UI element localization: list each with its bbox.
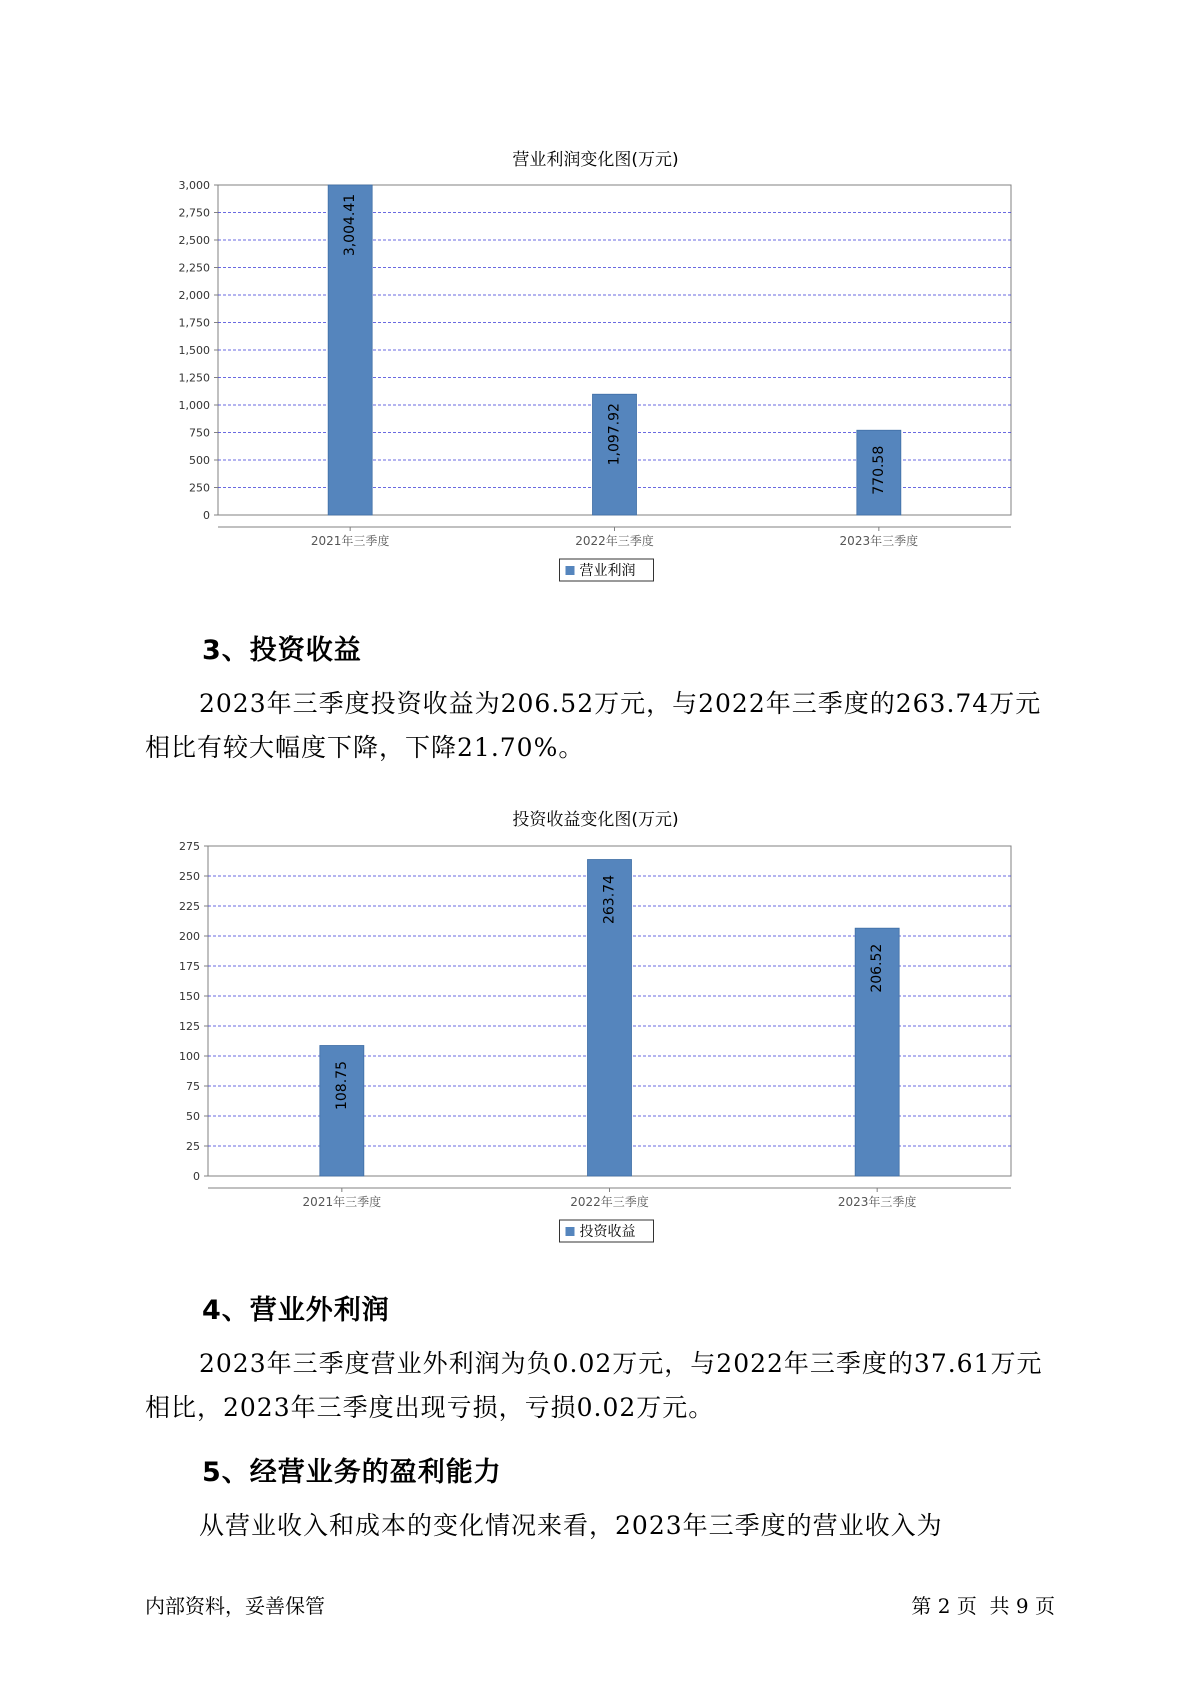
section-3-paragraph	[145, 682, 1065, 770]
investment-y-tick-label: 25	[186, 1140, 200, 1153]
profit-data-label: 770.58	[870, 445, 887, 495]
profit-y-tick-label: 1,750	[178, 316, 210, 330]
profit-y-tick-label: 1,250	[178, 371, 210, 385]
profit-y-tick-label: 2,250	[178, 261, 210, 275]
footer-page-number: 第 2 页 共 9 页	[911, 1594, 1055, 1618]
investment-x-tick-label: 2023年三季度	[837, 1195, 917, 1209]
profit-y-tick-label: 2,000	[178, 289, 210, 302]
investment-data-label: 206.52	[869, 943, 886, 993]
profit-y-tick-label: 1,500	[178, 344, 210, 357]
section-4-line-2: 相比，2023年三季度出现亏损，亏损0.02万元。	[145, 1393, 715, 1422]
investment-y-tick-label: 100	[179, 1050, 200, 1063]
section-5-paragraph	[145, 1504, 1065, 1548]
investment-x-tick-label: 2022年三季度	[570, 1195, 649, 1209]
investment-y-tick-label: 150	[179, 990, 200, 1003]
profit-y-tick-label: 2,750	[178, 206, 210, 220]
section-4-heading: 4、营业外利润	[202, 1295, 390, 1326]
investment-y-tick-label: 250	[179, 870, 200, 883]
profit-chart-title: 营业利润变化图(万元)	[512, 150, 679, 170]
section-3-heading: 3、投资收益	[202, 635, 362, 666]
profit-x-tick-label: 2023年三季度	[839, 534, 919, 548]
investment-y-tick-label: 200	[179, 930, 200, 943]
profit-data-label: 3,004.41	[342, 193, 359, 257]
section-3-line-1: 2023年三季度投资收益为206.52万元，与2022年三季度的263.74万元	[199, 689, 1042, 718]
section-5-heading: 5、经营业务的盈利能力	[202, 1457, 502, 1488]
profit-y-tick-label: 500	[189, 454, 210, 467]
investment-legend-swatch	[566, 1227, 575, 1236]
investment-y-tick-label: 75	[186, 1080, 200, 1093]
investment-chart	[0, 830, 1191, 1250]
investment-data-label: 108.75	[333, 1061, 350, 1110]
investment-legend-label: 投资收益	[579, 1224, 636, 1240]
profit-legend-swatch	[566, 566, 575, 575]
investment-y-tick-label: 175	[179, 960, 200, 973]
section-5-line-1: 从营业收入和成本的变化情况来看，2023年三季度的营业收入为	[199, 1511, 943, 1540]
investment-y-tick-label: 125	[179, 1020, 200, 1033]
profit-y-tick-label: 3,000	[178, 179, 210, 192]
investment-y-tick-label: 225	[179, 900, 200, 913]
section-4-line-1: 2023年三季度营业外利润为负0.02万元，与2022年三季度的37.61万元	[199, 1349, 1043, 1378]
profit-chart	[0, 170, 1191, 590]
profit-y-tick-label: 0	[203, 509, 210, 522]
investment-data-label: 263.74	[601, 875, 618, 925]
profit-y-tick-label: 2,500	[178, 234, 210, 247]
footer-confidential-note: 内部资料，妥善保管	[145, 1594, 325, 1618]
section-4-paragraph	[145, 1342, 1065, 1430]
section-3-line-2: 相比有较大幅度下降，下降21.70%。	[145, 733, 585, 762]
profit-y-tick-label: 1,000	[178, 399, 210, 412]
investment-y-tick-label: 50	[186, 1110, 200, 1123]
profit-y-tick-label: 750	[189, 426, 210, 440]
investment-chart-title: 投资收益变化图(万元)	[512, 810, 679, 830]
profit-x-tick-label: 2022年三季度	[575, 534, 654, 548]
investment-x-tick-label: 2021年三季度	[302, 1195, 382, 1209]
investment-y-tick-label: 0	[193, 1170, 200, 1183]
investment-y-tick-label: 275	[179, 840, 200, 853]
profit-legend-label: 营业利润	[579, 563, 636, 579]
profit-data-label: 1,097.92	[606, 403, 623, 466]
profit-y-tick-label: 250	[189, 481, 210, 495]
profit-x-tick-label: 2021年三季度	[310, 534, 390, 548]
